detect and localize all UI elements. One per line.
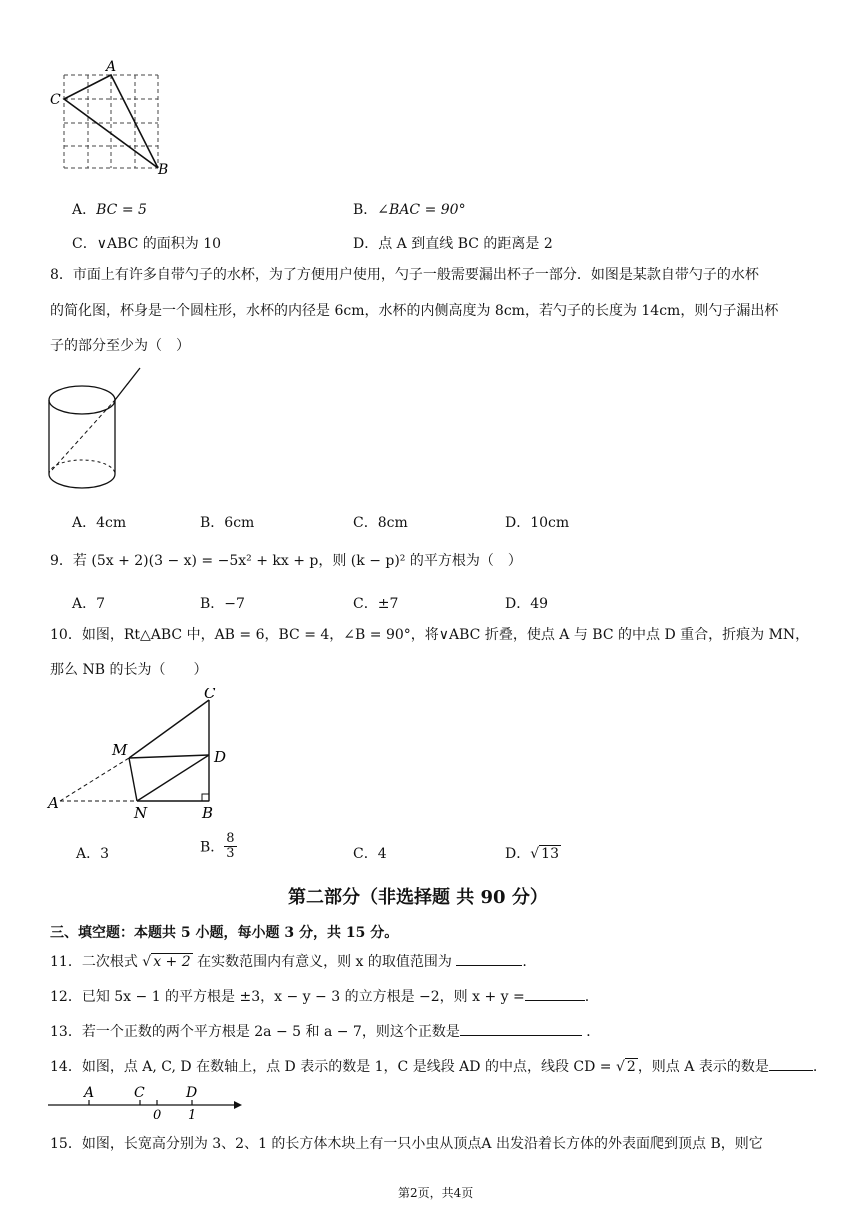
q7-option-c[interactable]: C．∨ABC 的面积为 10 (72, 236, 222, 252)
q14-answer-blank[interactable] (769, 1056, 813, 1071)
page-footer: 第2页，共4页 (398, 1186, 474, 1200)
q14-point-a: A (84, 1085, 95, 1101)
q7-label-a: A (106, 59, 117, 75)
q8-option-a[interactable]: A．4cm (72, 515, 127, 531)
q10-triangle-figure (44, 688, 244, 824)
q10-label-m: M (112, 741, 128, 759)
q10-option-d[interactable]: D．√ 13 (505, 846, 559, 862)
q14-tick-1: 1 (188, 1108, 197, 1122)
q10-label-n: N (134, 804, 148, 822)
q11-answer-blank[interactable] (456, 951, 522, 966)
q10-label-b: B (202, 804, 214, 822)
q9-option-b[interactable]: B．−7 (200, 596, 245, 612)
q14-tick-0: 0 (153, 1108, 162, 1122)
q10-stem-line1: 10．如图，Rt△ABC 中，AB = 6，BC = 4，∠B = 90°，将∨ABC 折叠，使点 A 与 BC 的中点 D 重合，折痕为 MN， (50, 627, 810, 643)
q14-point-d: D (186, 1085, 198, 1101)
q13: 13．若一个正数的两个平方根是 2a − 5 和 a − 7，则这个正数是 ． (50, 1021, 600, 1042)
q7-option-d[interactable]: D．点 A 到直线 BC 的距离是 2 (353, 236, 553, 252)
part2-heading: 第二部分（非选择题 共 90 分） (288, 887, 548, 908)
q7-label-c: C (50, 92, 61, 108)
q8-option-c[interactable]: C．8cm (353, 515, 408, 531)
q15-stem: 15．如图，长宽高分别为 3、2、1 的长方体木块上有一只小虫从顶点A 出发沿着长方体的外表面爬到顶点 B，则它 (50, 1136, 763, 1152)
q8-stem-line3: 子的部分至少为（ ） (50, 338, 190, 354)
q14: 14．如图，点 A, C, D 在数轴上，点 D 表示的数是 1，C 是线段 AD 的中点，线段 CD = √ 2 ，则点 A 表示的数是 . (50, 1056, 817, 1077)
q10-label-c: C (204, 688, 216, 702)
q8-stem-line2: 的简化图，杯身是一个圆柱形，水杯的内径是 6cm，水杯的内侧高度为 8cm，若勺子的长度为 14cm，则勺子漏出杯 (50, 303, 779, 319)
q10-option-b[interactable]: B． $\frac{8}{3}$ (200, 831, 235, 861)
q9-option-d[interactable]: D．49 (505, 596, 549, 612)
q11: 11．二次根式 √ x + 2 在实数范围内有意义，则 x 的取值范围为 . (50, 951, 527, 972)
q8-option-d[interactable]: D．10cm (505, 515, 570, 531)
q13-answer-blank[interactable] (460, 1021, 582, 1036)
q7-grid-figure (46, 58, 176, 178)
q8-cup-figure (40, 362, 150, 497)
q7-label-b: B (158, 162, 169, 178)
q10-option-a[interactable]: A．3 (76, 846, 110, 862)
q8-stem-line1: 8．市面上有许多自带勺子的水杯，为了方便用户使用，勺子一般需要漏出杯子一部分．如图是某款自带勺子的水杯 (50, 267, 759, 283)
q9-option-a[interactable]: A．7 (72, 596, 106, 612)
q10-label-a: A (48, 794, 59, 812)
q12-answer-blank[interactable] (525, 986, 585, 1001)
q9-stem: 9．若 (5x + 2)(3 − x) = −5x² + kx + p，则 (k − p)² 的平方根为（ ） (50, 553, 522, 569)
q14-point-c: C (134, 1085, 145, 1101)
q8-option-b[interactable]: B．6cm (200, 515, 255, 531)
q10-label-d: D (214, 748, 227, 766)
q10-option-b-fraction: $\frac{8}{3}$ (226, 831, 235, 861)
q7-option-a[interactable]: A．BC = 5 (72, 202, 147, 218)
q9-option-c[interactable]: C．±7 (353, 596, 399, 612)
q10-option-c[interactable]: C．4 (353, 846, 387, 862)
q10-stem-line2: 那么 NB 的长为（ ） (50, 662, 208, 678)
section-fill-in-heading: 三、填空题：本题共 5 小题，每小题 3 分，共 15 分。 (50, 925, 399, 941)
q14-number-line (44, 1080, 244, 1122)
q12: 12．已知 5x − 1 的平方根是 ±3，x − y − 3 的立方根是 −2，则 x + y = . (50, 986, 589, 1007)
q7-option-b[interactable]: B．∠BAC = 90° (353, 202, 466, 218)
